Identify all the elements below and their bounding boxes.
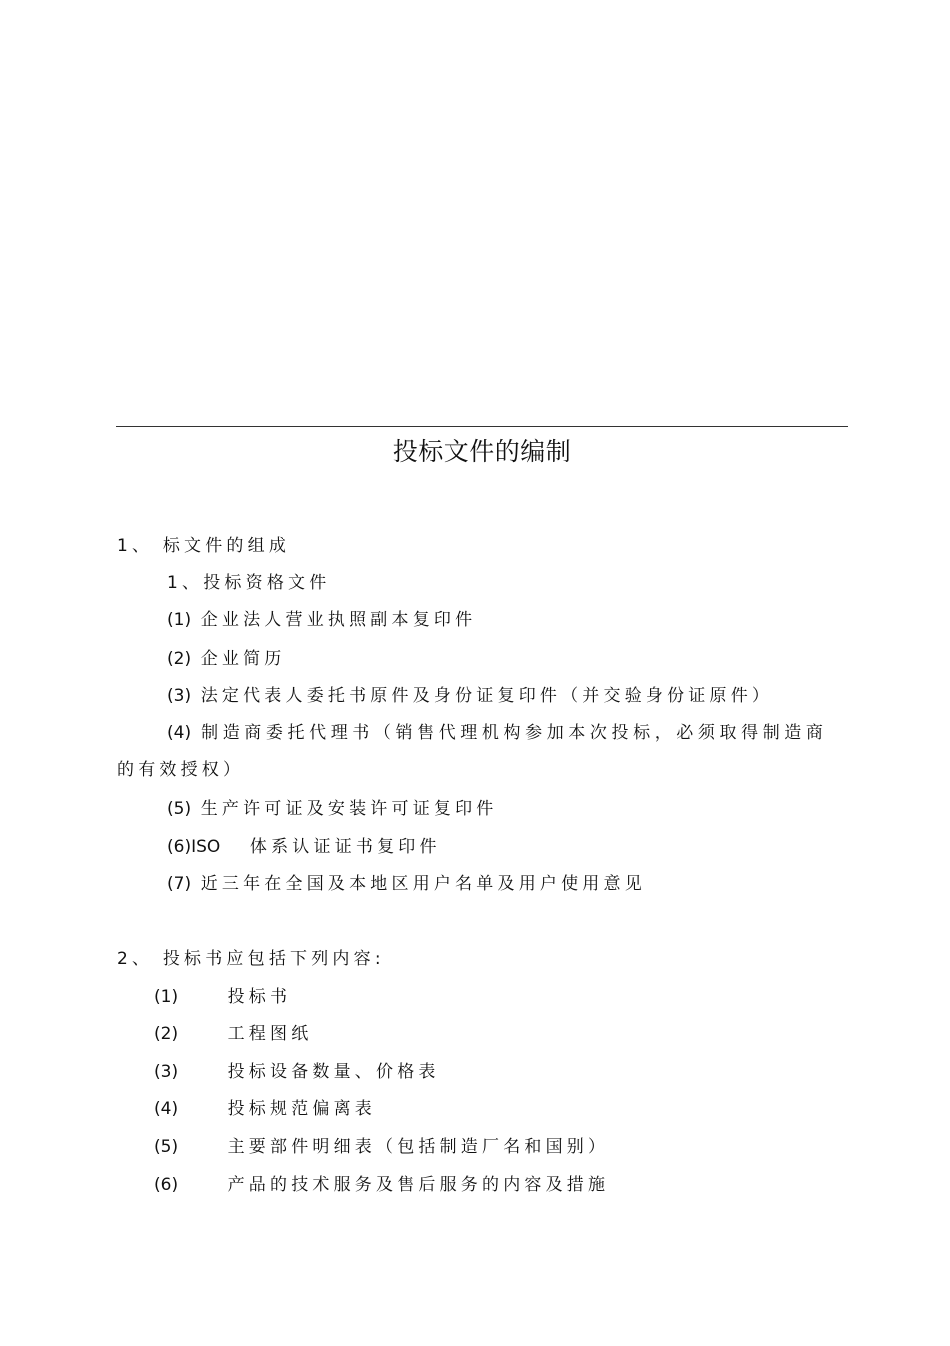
item-number: (4) — [154, 1099, 179, 1119]
item-text: 制造商委托代理书（销售代理机构参加本次投标，必须取得制造商 — [201, 723, 828, 743]
item-text: 投标书 — [227, 987, 292, 1007]
item-number: (4) — [167, 723, 192, 743]
item-text: 体系认证证书复印件 — [249, 837, 441, 857]
item-text: 近三年在全国及本地区用户名单及用户使用意见 — [200, 874, 646, 894]
list-item — [167, 835, 441, 859]
item-text: 工程图纸 — [227, 1024, 313, 1044]
item-text: 企业简历 — [200, 649, 286, 669]
list-item — [167, 647, 286, 671]
list-item — [167, 797, 498, 821]
item-text: 法定代表人委托书原件及身份证复印件（并交验身份证原件） — [200, 686, 774, 706]
list-item — [167, 872, 646, 896]
item-text: 的有效授权） — [117, 760, 245, 780]
item-text: 生产许可证及安装许可证复印件 — [200, 799, 498, 819]
item-number: (5) — [154, 1137, 179, 1157]
section-2-heading: 2、 投标书应包括下列内容: — [117, 949, 385, 969]
list-item — [154, 1022, 312, 1046]
list-item — [154, 1135, 609, 1159]
item-number: (2) — [167, 649, 192, 669]
section-1-subheading: 1、投标资格文件 — [167, 573, 331, 593]
item-number: (3) — [167, 686, 192, 706]
list-item — [154, 1097, 376, 1121]
list-item — [154, 985, 291, 1009]
item-number: (1) — [167, 610, 192, 630]
title-divider — [116, 426, 848, 427]
page-title: 投标文件的编制 — [392, 437, 572, 466]
item-number: (5) — [167, 799, 192, 819]
item-number: (6) — [154, 1175, 179, 1195]
item-number: (7) — [167, 874, 192, 894]
section-1-heading: 1、 标文件的组成 — [117, 536, 291, 556]
item-text: 投标设备数量、价格表 — [227, 1062, 440, 1082]
item-text: 主要部件明细表（包括制造厂名和国别） — [227, 1137, 610, 1157]
item-number: (3) — [154, 1062, 179, 1082]
item-number: (6)ISO — [167, 837, 221, 857]
list-item — [167, 684, 773, 708]
item-number: (2) — [154, 1024, 179, 1044]
list-item — [167, 608, 476, 632]
item-number: (1) — [154, 987, 179, 1007]
item-text: 企业法人营业执照副本复印件 — [200, 610, 477, 630]
item-text: 投标规范偏离表 — [227, 1099, 377, 1119]
list-item-continuation — [117, 758, 244, 782]
list-item — [154, 1060, 440, 1084]
list-item — [154, 1173, 609, 1197]
item-text: 产品的技术服务及售后服务的内容及措施 — [227, 1175, 610, 1195]
list-item — [167, 721, 828, 745]
